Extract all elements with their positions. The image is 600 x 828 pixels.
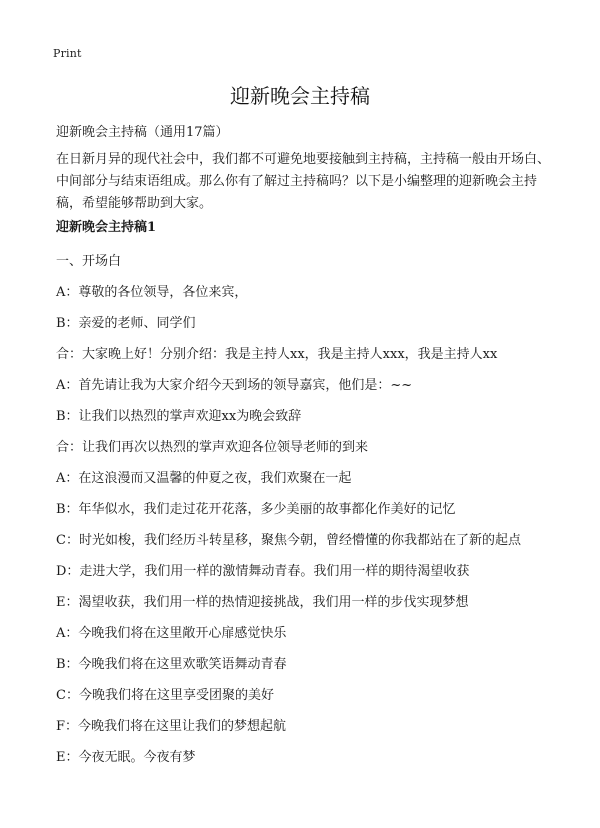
print-label[interactable]: Print: [53, 47, 82, 60]
script-line: B：让我们以热烈的掌声欢迎xx为晚会致辞: [56, 409, 302, 424]
script-line: A：在这浪漫而又温馨的仲夏之夜，我们欢聚在一起: [56, 471, 352, 486]
script-line: F：今晚我们将在这里让我们的梦想起航: [56, 719, 287, 734]
script-line: B：亲爱的老师、同学们: [56, 316, 196, 331]
script-line: D：走进大学，我们用一样的激情舞动青春。我们用一样的期待渴望收获: [56, 564, 470, 579]
script-line: E：今夜无眠。今夜有梦: [56, 750, 196, 765]
script-line: 一、开场白: [56, 254, 122, 269]
intro-paragraph: 在日新月异的现代社会中，我们都不可避免地要接触到主持稿，主持稿一般由开场白、中间部分与结束语组成。那么你有了解过主持稿吗？以下是小编整理的迎新晚会主持稿，希望能够帮助到大家。: [56, 152, 551, 211]
script-line: C：今晚我们将在这里享受团聚的美好: [56, 688, 274, 703]
script-line: B：今晚我们将在这里欢歌笑语舞动青春: [56, 657, 287, 672]
script-line: C：时光如梭，我们经历斗转星移，聚焦今朝，曾经懵懂的你我都站在了新的起点: [56, 533, 521, 548]
script-line: A：今晚我们将在这里敞开心扉感觉快乐: [56, 626, 287, 641]
script-line: 合：大家晚上好！分别介绍：我是主持人xx，我是主持人xxx，我是主持人xx: [56, 347, 498, 362]
section-heading: 迎新晚会主持稿1: [56, 220, 157, 235]
script-line: 合：让我们再次以热烈的掌声欢迎各位领导老师的到来: [56, 440, 369, 455]
script-line: A：尊敬的各位领导，各位来宾，: [56, 285, 248, 300]
page-title: 迎新晚会主持稿: [230, 84, 370, 108]
document-subtitle: 迎新晚会主持稿（通用17篇）: [56, 125, 229, 140]
script-line: B：年华似水，我们走过花开花落，多少美丽的故事都化作美好的记忆: [56, 502, 456, 517]
script-line: E：渴望收获，我们用一样的热情迎接挑战，我们用一样的步伐实现梦想: [56, 595, 469, 610]
script-line: A：首先请让我为大家介绍今天到场的领导嘉宾，他们是：~~: [56, 378, 413, 393]
